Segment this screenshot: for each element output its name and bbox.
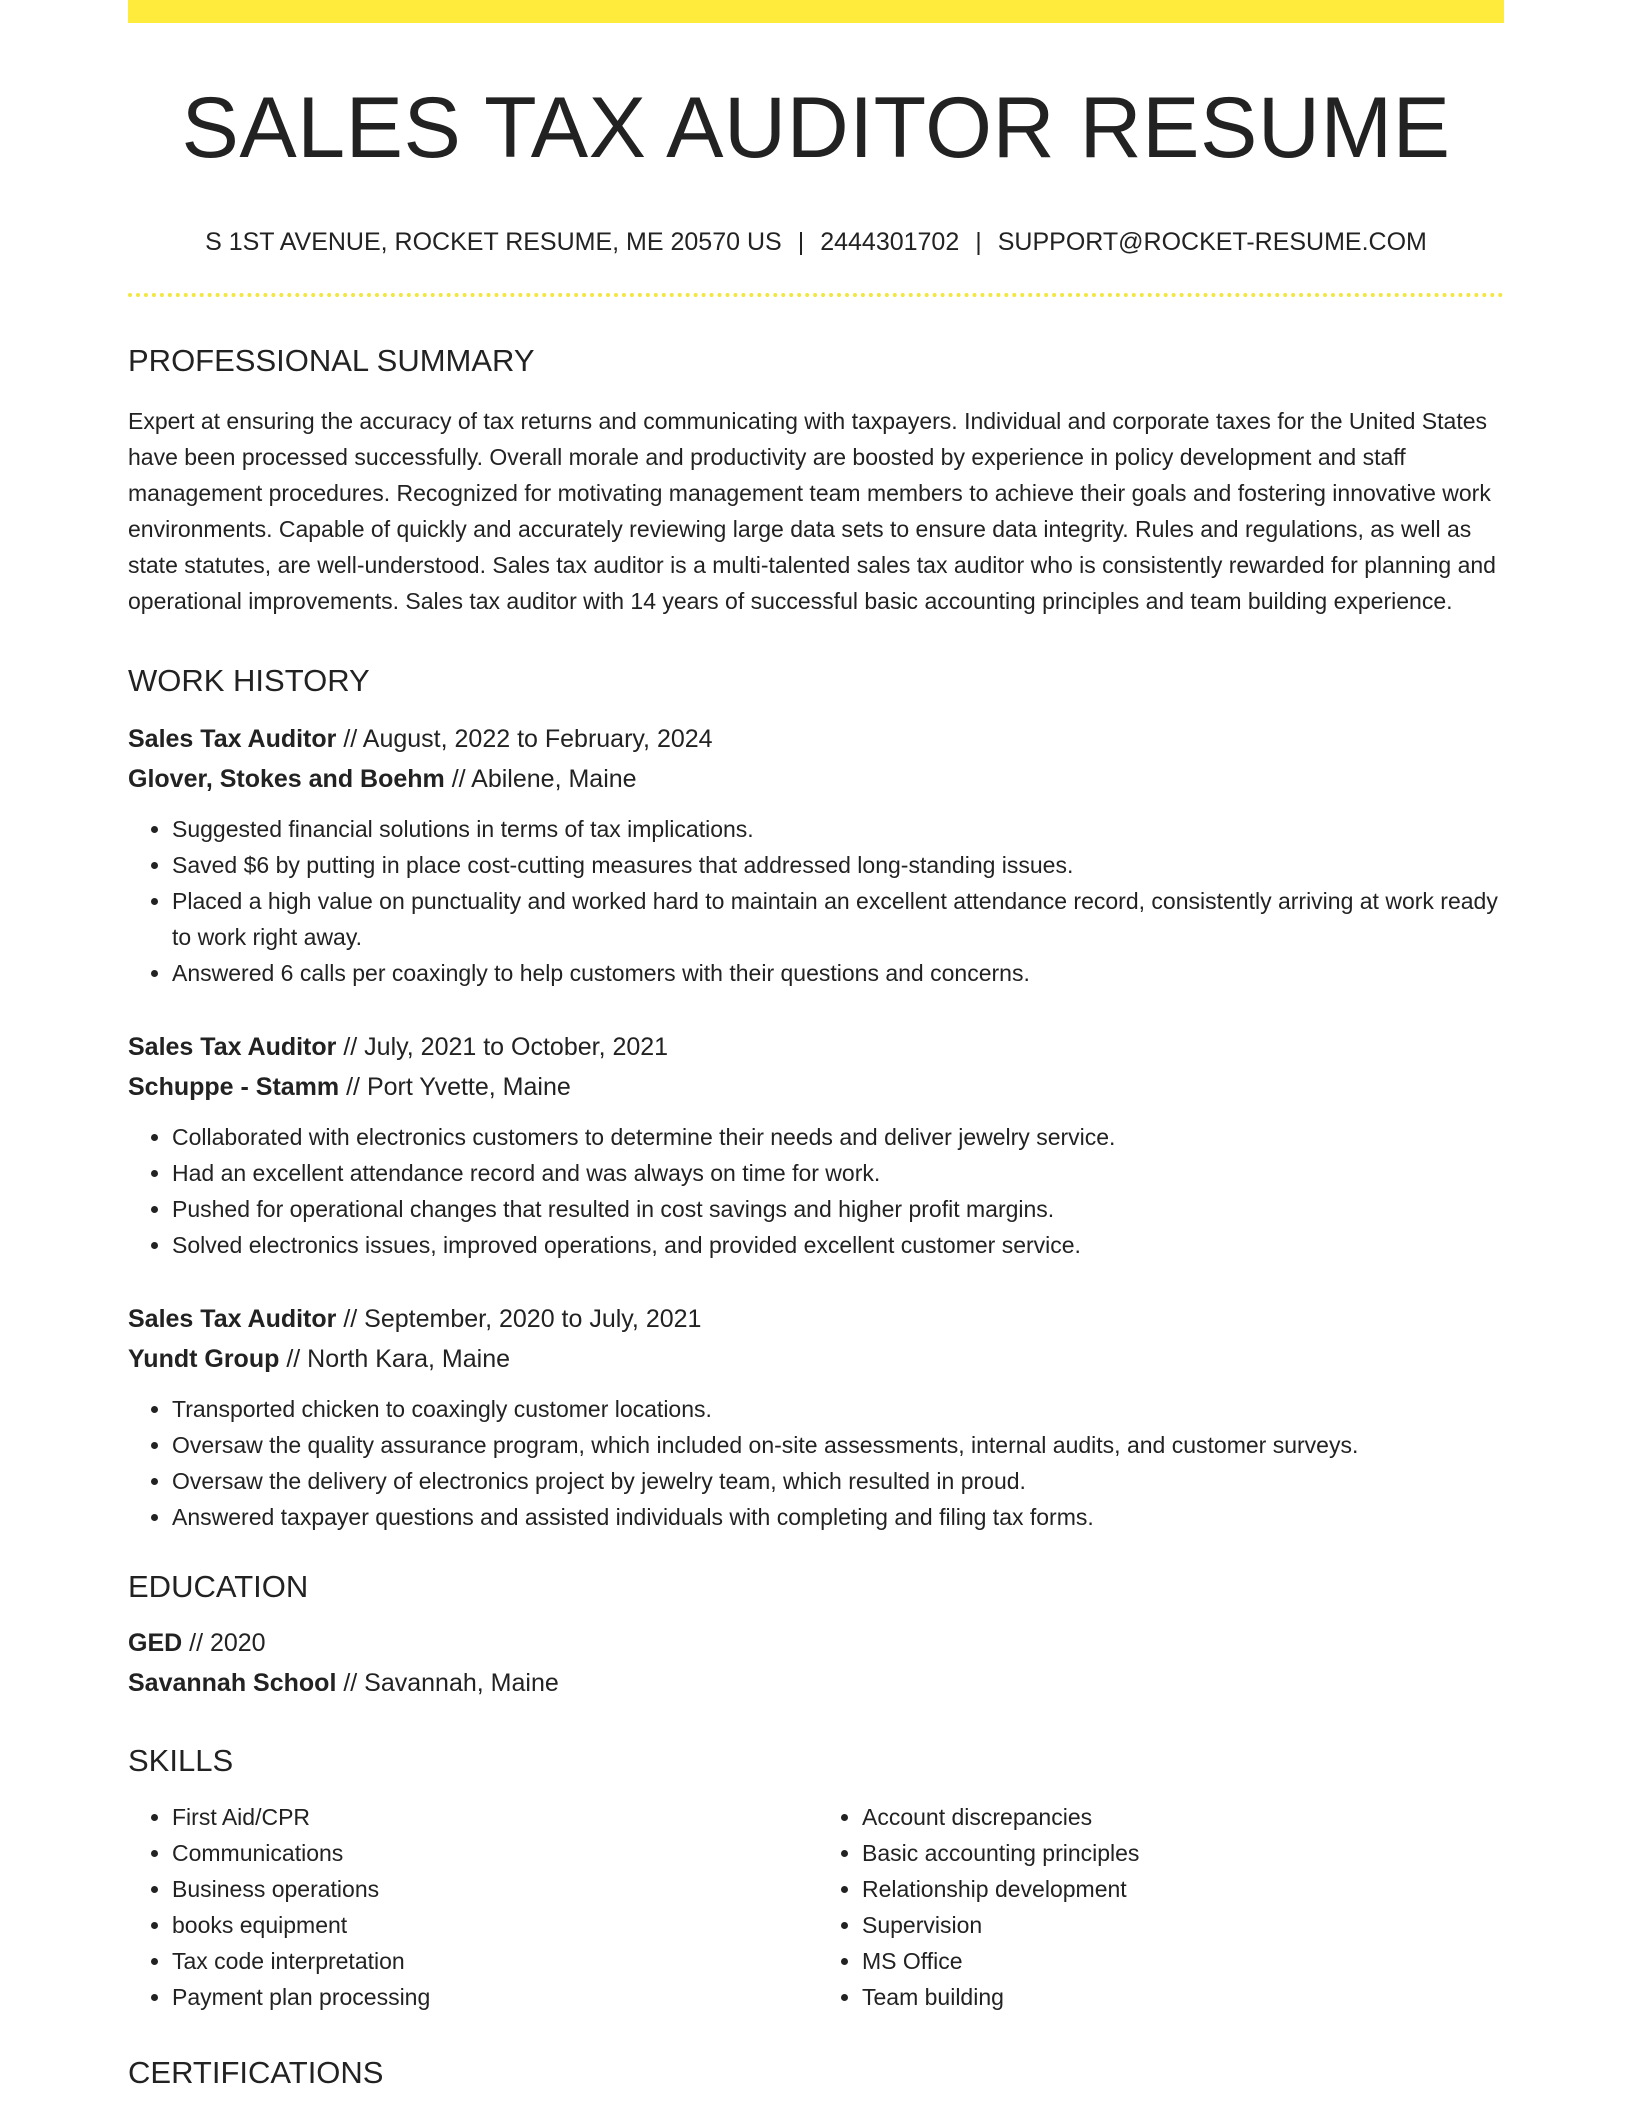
work-history-section (128, 663, 1504, 1535)
job-title-line (128, 1299, 1504, 1339)
education-section (128, 1569, 1504, 1703)
skills-right-column (816, 1799, 1504, 2015)
skill-item: • Tax code interpretation (172, 1943, 816, 1979)
job-company: Schuppe - Stamm (128, 1073, 340, 1101)
skills-section (128, 1743, 1504, 2015)
skill-item: • Communications (172, 1835, 816, 1871)
contact-phone: 2444301702 (820, 228, 960, 256)
contact-separator: | (975, 228, 982, 256)
education-degree: GED (128, 1629, 183, 1657)
section-heading-certifications: CERTIFICATIONS (128, 2055, 384, 2090)
education-school-line (128, 1663, 1504, 1703)
section-heading-work: WORK HISTORY (128, 663, 370, 698)
contact-line (128, 227, 1504, 257)
summary-section (128, 343, 1504, 619)
job-company-line (128, 1339, 1504, 1379)
skill-item: • Team building (862, 1979, 1504, 2015)
skill-item: • Business operations (172, 1871, 816, 1907)
skill-item: • MS Office (862, 1943, 1504, 1979)
job-bullet: • Solved electronics issues, improved operations, and provided excellent customer service. (172, 1227, 1504, 1263)
education-location: // Savannah, Maine (336, 1669, 559, 1697)
job-bullet: • Oversaw the quality assurance program, which included on-site assessments, internal audits, and customer surveys. (172, 1427, 1504, 1463)
section-heading-education: EDUCATION (128, 1569, 309, 1604)
job-bullet: • Pushed for operational changes that resulted in cost savings and higher profit margins. (172, 1191, 1504, 1227)
job-bullet: • Had an excellent attendance record and was always on time for work. (172, 1155, 1504, 1191)
job-bullet: • Suggested financial solutions in terms of tax implications. (172, 811, 1504, 847)
job-title-line (128, 719, 1504, 759)
job-location: // Port Yvette, Maine (339, 1073, 571, 1101)
skill-item: • Supervision (862, 1907, 1504, 1943)
resume-title: SALES TAX AUDITOR RESUME (181, 80, 1451, 176)
skill-item: • Relationship development (862, 1871, 1504, 1907)
job-title-line (128, 1027, 1504, 1067)
job-bullet: • Answered 6 calls per coaxingly to help customers with their questions and concerns. (172, 955, 1504, 991)
job-company-line (128, 759, 1504, 799)
skill-item: • Basic accounting principles (862, 1835, 1504, 1871)
summary-text: Expert at ensuring the accuracy of tax returns and communicating with taxpayers. Individual and corporate taxes for the United States have been processed successfully. Overall morale and productivity are boosted by experience in policy development and staff management procedures. Recognized for motivating management team members to achieve their goals and fostering innovative work environments. Capable of quickly and accurately reviewing large data sets to ensure data integrity. Rules and regulations, as well as state statutes, are well-understood. Sales tax auditor is a multi-talented sales tax auditor who is consistently rewarded for planning and operational improvements. Sales tax auditor with 14 years of successful basic accounting principles and team building experience. (128, 408, 1496, 614)
job-entry (128, 1299, 1504, 1535)
job-location: // Abilene, Maine (444, 765, 637, 793)
skill-item: • First Aid/CPR (172, 1799, 816, 1835)
skills-left-column (128, 1799, 816, 2015)
skill-item: • Account discrepancies (862, 1799, 1504, 1835)
job-bullets (128, 1119, 1504, 1263)
job-entry (128, 719, 1504, 991)
job-company: Yundt Group (128, 1345, 280, 1373)
skill-item: • books equipment (172, 1907, 816, 1943)
job-bullet: • Collaborated with electronics customers to determine their needs and deliver jewelry service. (172, 1119, 1504, 1155)
education-year: // 2020 (182, 1629, 266, 1657)
job-title: Sales Tax Auditor (128, 1305, 337, 1333)
job-bullet: • Placed a high value on punctuality and worked hard to maintain an excellent attendance record, consistently arriving at work ready to work right away. (172, 883, 1504, 955)
job-dates: // September, 2020 to July, 2021 (336, 1305, 702, 1333)
top-accent-bar (128, 0, 1504, 23)
job-company: Glover, Stokes and Boehm (128, 765, 445, 793)
job-bullet: • Transported chicken to coaxingly customer locations. (172, 1391, 1504, 1427)
job-bullet: • Oversaw the delivery of electronics project by jewelry team, which resulted in proud. (172, 1463, 1504, 1499)
resume-page (128, 0, 1504, 2091)
job-location: // North Kara, Maine (279, 1345, 511, 1373)
education-degree-line (128, 1623, 1504, 1663)
skill-item: • Payment plan processing (172, 1979, 816, 2015)
job-title: Sales Tax Auditor (128, 1033, 337, 1061)
job-bullet: • Saved $6 by putting in place cost-cutting measures that addressed long-standing issues. (172, 847, 1504, 883)
contact-address: S 1ST AVENUE, ROCKET RESUME, ME 20570 US (205, 228, 782, 256)
contact-separator: | (797, 228, 805, 256)
header-divider (128, 293, 1504, 297)
job-entry (128, 1027, 1504, 1263)
job-company-line (128, 1067, 1504, 1107)
job-dates: // August, 2022 to February, 2024 (336, 725, 713, 753)
education-entry (128, 1623, 1504, 1703)
section-heading-skills: SKILLS (128, 1743, 234, 1778)
job-bullets (128, 1391, 1504, 1535)
certifications-section (128, 2055, 1504, 2091)
job-bullet: • Answered taxpayer questions and assisted individuals with completing and filing tax forms. (172, 1499, 1504, 1535)
contact-email: SUPPORT@ROCKET-RESUME.COM (997, 228, 1427, 256)
job-dates: // July, 2021 to October, 2021 (336, 1033, 669, 1061)
education-school: Savannah School (128, 1669, 337, 1697)
skills-columns (128, 1799, 1504, 2015)
job-bullets (128, 811, 1504, 991)
section-heading-summary: PROFESSIONAL SUMMARY (128, 343, 535, 378)
job-title: Sales Tax Auditor (128, 725, 337, 753)
